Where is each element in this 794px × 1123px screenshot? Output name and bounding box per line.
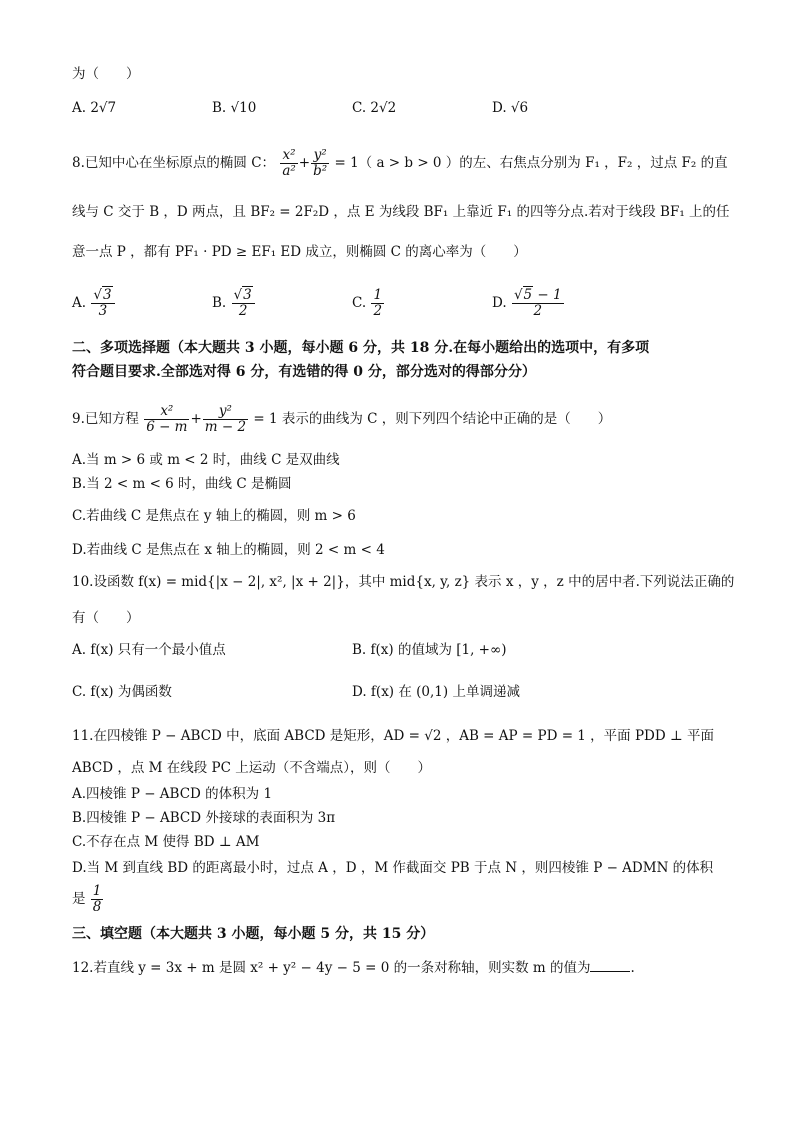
q8-ellipse-c: C： [251,155,276,171]
q9-option-a: A.当 m > 6 或 m < 2 时，曲线 C 是双曲线 [72,452,340,468]
q11-option-c: C.不存在点 M 使得 BD ⊥ AM [72,834,260,850]
q11-option-d-cont [72,884,104,915]
q12-answer-blank[interactable] [590,959,630,972]
q7-option-c: C. 2√2 [352,100,397,116]
q7-option-d: D. √6 [492,100,529,116]
q8-stem-end: = 1（ a > b > 0 ）的左、右焦点分别为 F₁ ，F₂ ，过点 F₂ 的直 [334,155,728,171]
section-3-heading: 三、填空题（本大题共 3 小题，每小题 5 分，共 15 分） [72,926,435,942]
q8-option-b-value: $\frac{√3}{2}$ [232,288,255,319]
q12-period: . [630,960,635,976]
q11-line-1: 11.在四棱锥 P − ABCD 中，底面 ABCD 是矩形，AD = √2 ，AB = AP = PD = 1 ，平面 PDD ⊥ 平面 [72,728,714,744]
q9-stem: 9.已知方程 $\frac{\text{x²}}{6 - m}$ + $\frac{\text{y²}}{m - 2}$ = 1 表示的曲线为 C ，则下列四个结论中正确的是（ ） [72,403,612,435]
q8-option-b-label: B. [212,295,227,311]
q11-option-a: A.四棱锥 P − ABCD 的体积为 1 [72,786,273,802]
q11-option-d-is: 是 [72,891,86,907]
section-2-heading-line-1: 二、多项选择题（本大题共 3 小题，每小题 6 分，共 18 分.在每小题给出的选项中，有多项 [72,340,650,356]
section-2-heading-line-2: 符合题目要求.全部选对得 6 分，有选错的得 0 分，部分选对的得部分分） [72,364,536,380]
q8-option-c-label: C. [352,295,367,311]
q8-line-3: 意一点 P ，都有 PF₁ · PD ≥ EF₁ ED 成立，则椭圆 C 的离心率为（ ） [72,244,527,260]
q8-line-2: 线与 C 交于 B ，D 两点，且 BF₂ = 2F₂D ，点 E 为线段 BF₁ 上靠近 F₁ 的四等分点.若对于线段 BF₁ 上的任 [72,204,730,220]
q8-option-b [212,288,256,319]
q11-option-d: D.当 M 到直线 BD 的距离最小时，过点 A ，D ，M 作截面交 PB 于点 N ，则四棱锥 P − ADMN 的体积 [72,860,714,876]
q7-tail: 为（ ） [72,66,140,82]
q8-option-d [492,288,565,319]
q8-option-d-label: D. [492,295,507,311]
q8-option-a [72,288,116,319]
q8-stem-start: 8.已知中心在坐标原点的椭圆 [72,155,247,171]
q8-option-a-label: A. [72,295,87,311]
q10-line-2: 有（ ） [72,610,140,626]
q10-option-a: A. f(x) 只有一个最小值点 [72,642,226,658]
q8-option-c-value: $\frac{1}{2}$ [373,287,383,319]
q10-option-d: D. f(x) 在 (0,1) 上单调递减 [352,684,520,700]
q9-frac-y: $\frac{\text{y²}}{m - 2}$ [204,403,247,435]
q12-line [72,958,635,978]
q11-option-b: B.四棱锥 P − ABCD 外接球的表面积为 3π [72,810,336,826]
q10-option-c: C. f(x) 为偶函数 [72,684,172,700]
q8-option-d-value: $\frac{√5 - 1}{2}$ [513,287,562,319]
q9-option-d: D.若曲线 C 是焦点在 x 轴上的椭圆，则 2 < m < 4 [72,542,385,558]
q10-option-b: B. f(x) 的值域为 [1, +∞) [352,642,507,658]
q8-option-a-value: $\frac{√3}{3}$ [91,288,114,319]
q12-stem: 12.若直线 y = 3x + m 是圆 x² + y² − 4y − 5 = 0 的一条对称轴，则实数 m 的值为 [72,960,591,976]
q8-line-1: 8.已知中心在坐标原点的椭圆 C： $\frac{\text{x²}}{\text{a²}}$ + $\frac{\text{y²}}{\text{b²}}$ = 1（ a > b > 0 ）的左、右焦点分别为 F₁ ，F₂ ，过点 F₂ 的直 [72,147,728,179]
q8-frac-y: $\frac{\text{y²}}{\text{b²}}$ [313,147,328,179]
q7-option-a: A. 2√7 [72,100,117,116]
q9-stem-end: = 1 表示的曲线为 C ，则下列四个结论中正确的是（ ） [253,411,612,427]
q11-line-2: ABCD ，点 M 在线段 PC 上运动（不含端点），则（ ） [72,760,432,776]
q9-option-c: C.若曲线 C 是焦点在 y 轴上的椭圆，则 m > 6 [72,508,356,524]
q11-option-d-frac: $\frac{1}{8}$ [92,883,102,915]
q9-stem-start: 9.已知方程 [72,411,139,427]
q8-frac-x: $\frac{\text{x²}}{\text{a²}}$ [282,147,296,179]
q9-frac-x: $\frac{\text{x²}}{6 - m}$ [146,403,188,435]
q10-line-1: 10.设函数 f(x) = mid{|x − 2|, x², |x + 2|}，其中 mid{x, y, z} 表示 x ，y ，z 中的居中者.下列说法正确的 [72,574,735,590]
q7-option-b: B. √10 [212,100,257,116]
q9-option-b: B.当 2 < m < 6 时，曲线 C 是椭圆 [72,476,292,492]
q8-option-c [352,288,385,319]
